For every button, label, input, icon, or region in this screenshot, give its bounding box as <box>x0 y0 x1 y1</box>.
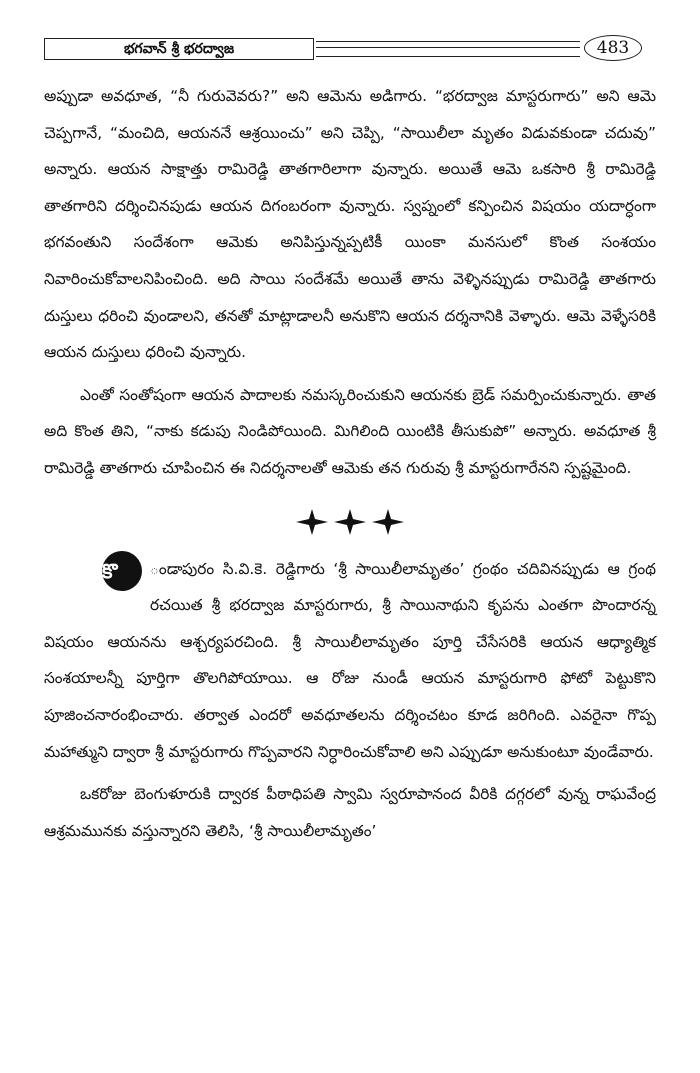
page-number: 483 <box>584 35 642 61</box>
paragraph-1: అప్పుడా అవధూత, “నీ గురువెవరు?” అని ఆమెను అడిగారు. “భరద్వాజ మాస్టరుగారు” అని ఆమె చెప్పగానే, “మంచిది, ఆయననే ఆశ్రయించు” అని చెప్పి, “సాయిలీలా మృతం విడువకుండా చదువు” అన్నారు. ఆయన సాక్షాత్తు రామిరెడ్డి తాతగారిలాగా వున్నారు. అయితే ఆమె ఒకసారి శ్రీ రామిరెడ్డి తాతగారిని దర్శించినపుడు ఆయన దిగంబరంగా వున్నారు. స్వప్నంలో కన్పించిన విషయం యదార్ధంగా భగవంతుని సందేశంగా ఆమెకు అనిపిస్తున్నప్పటికీ యింకా మనసులో కొంత సంశయం నివారించుకోవాలనిపించింది. అది సాయి సందేశమే అయితే తాను వెళ్ళినప్పుడు రామిరెడ్డి తాతగారు దుస్తులు ధరించి వుండాలని, తనతో మాట్లాడాలనీ అనుకొని ఆయన దర్శనానికి వెళ్ళారు. ఆమె వెళ్ళేసరికి ఆయన దుస్తులు ధరించి వున్నారు. <box>44 87 656 362</box>
running-header <box>44 34 656 64</box>
four-point-star-icon <box>370 507 406 537</box>
paragraph-last: ఒకరోజు బెంగుళూరుకి ద్వారక పీఠాధిపతి స్వామి స్వరూపానంద వీరికి దగ్గరలో వున్న రాఘవేంద్ర ఆశ్రమమునకు వస్తున్నారని తెలిసి, ‘శ్రీ సాయిలీలామృతం’ <box>44 785 656 840</box>
drop-cap-letter: కొ <box>102 551 142 591</box>
dropcap-paragraph <box>44 551 656 771</box>
four-point-star-icon <box>332 507 368 537</box>
header-rules <box>316 41 580 57</box>
section-ornament <box>44 493 656 551</box>
four-point-star-icon <box>294 507 330 537</box>
paragraph-2: ఎంతో సంతోషంగా ఆయన పాదాలకు నమస్కరించుకుని ఆయనకు బ్రెడ్ సమర్పించుకున్నారు. తాత అది కొంత తిని, “నాకు కడుపు నిండిపోయింది. మిగిలింది యింటికి తీసుకుపో” అన్నారు. అవధూత శ్రీ రామిరెడ్డి తాతగారు చూపించిన ఈ నిదర్శనాలతో ఆమెకు తన గురువు శ్రీ మాస్టరుగారేనని స్పష్టమైంది. <box>44 385 656 477</box>
dropcap-paragraph-text: ండాపురం సి.వి.కె. రెడ్డిగారు ‘శ్రీ సాయిలీలామృతం’ గ్రంథం చదివినప్పుడు ఆ గ్రంథ రచయిత శ్రీ భరద్వాజ మాస్టరుగారు, శ్రీ సాయినాథుని కృపను ఎంతగా పొందారన్న విషయం ఆయనను ఆశ్చర్యపరచింది. శ్రీ సాయిలీలామృతం పూర్తి చేసేసరికి ఆయన ఆధ్యాత్మిక సంశయాలన్నీ పూర్తిగా తొలగిపోయాయి. ఆ రోజు నుండీ ఆయన మాస్టరుగారి ఫోటో పెట్టుకొని పూజించనారంభించారు. తర్వాత ఎందరో అవధూతలను దర్శించటం కూడ జరిగింది. ఎవరైనా గొప్ప మహాత్ముని ద్వారా శ్రీ మాస్టరుగారు గొప్పవారని నిర్ధారించుకోవాలి అని ఎప్పుడూ అనుకుంటూ వుండేవారు. <box>44 559 656 761</box>
header-title: భగవాన్ శ్రీ భరద్వాజ <box>44 38 314 60</box>
page-body <box>44 78 656 855</box>
